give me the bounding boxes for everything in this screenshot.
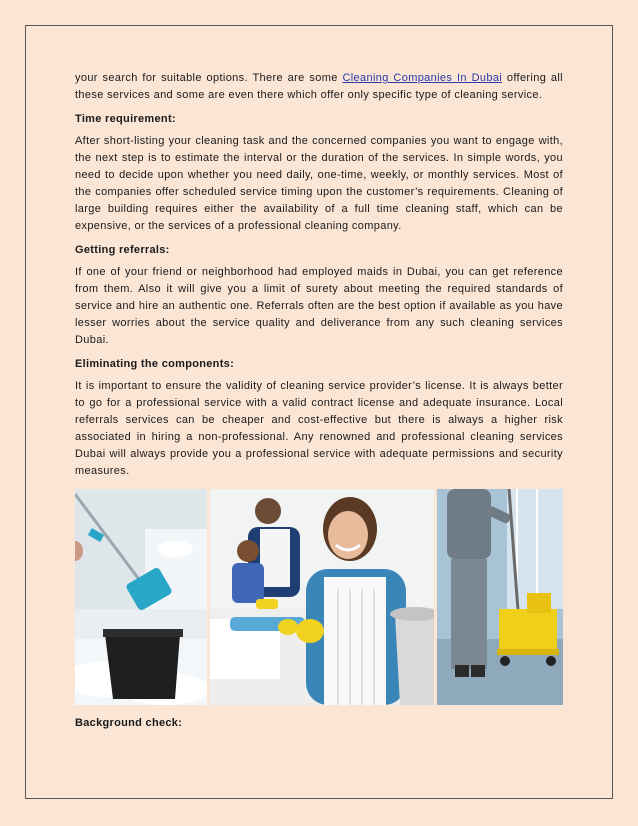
- section-body-time: After short-listing your cleaning task and the concerned companies you want to engage with, the next step is to estimate the interval or the duration of the services. In simple words, you need to decide upon whether you need daily, one-time, weekly, or monthly services. Most of the companies offer scheduled service timing upon the customer’s requirements. Cleaning of large building requires either the availability of a full time cleaning staff, which can be expensive, or the services of a professional cleaning company.: [75, 135, 563, 232]
- cleaning-woman-photo: [210, 489, 434, 705]
- section-body-referrals: If one of your friend or neighborhood had employed maids in Dubai, you can get reference from them. Also it will give you a limit of surety about meeting the required standards of service and hire an authentic one. Referrals often are the best option if available as you have lesser worries about the service quality and deliverance from any such cleaning services Dubai.: [75, 266, 563, 346]
- section-heading-referrals: Getting referrals:: [75, 244, 170, 256]
- intro-paragraph: [75, 70, 563, 104]
- intro-text: your search for suitable options. There are some: [75, 72, 343, 84]
- section-body-components: It is important to ensure the validity of cleaning service provider’s license. It is always better to go for a professional service with a valid contract license and adequate insurance. Local referrals services can be cheaper and cost-effective but there is always a higher risk associated in hiring a non-professional. Any renowned and professional cleaning services Dubai will always provide you a professional service with adequate permissions and security measures.: [75, 380, 563, 477]
- intro-text-after: offering all these services and some are even there which offer only specific type of cleaning service.: [75, 72, 563, 101]
- section-heading-components: Eliminating the components:: [75, 358, 235, 370]
- cleaning-companies-link[interactable]: Cleaning Companies In Dubai: [342, 72, 503, 84]
- janitor-bucket-photo: [437, 489, 563, 705]
- section-heading-time: Time requirement:: [75, 113, 176, 125]
- section-heading-background: Background check:: [75, 717, 183, 729]
- cleaning-photo-collage: [75, 489, 563, 705]
- document-body: [75, 70, 563, 737]
- mop-bucket-photo: [75, 489, 207, 705]
